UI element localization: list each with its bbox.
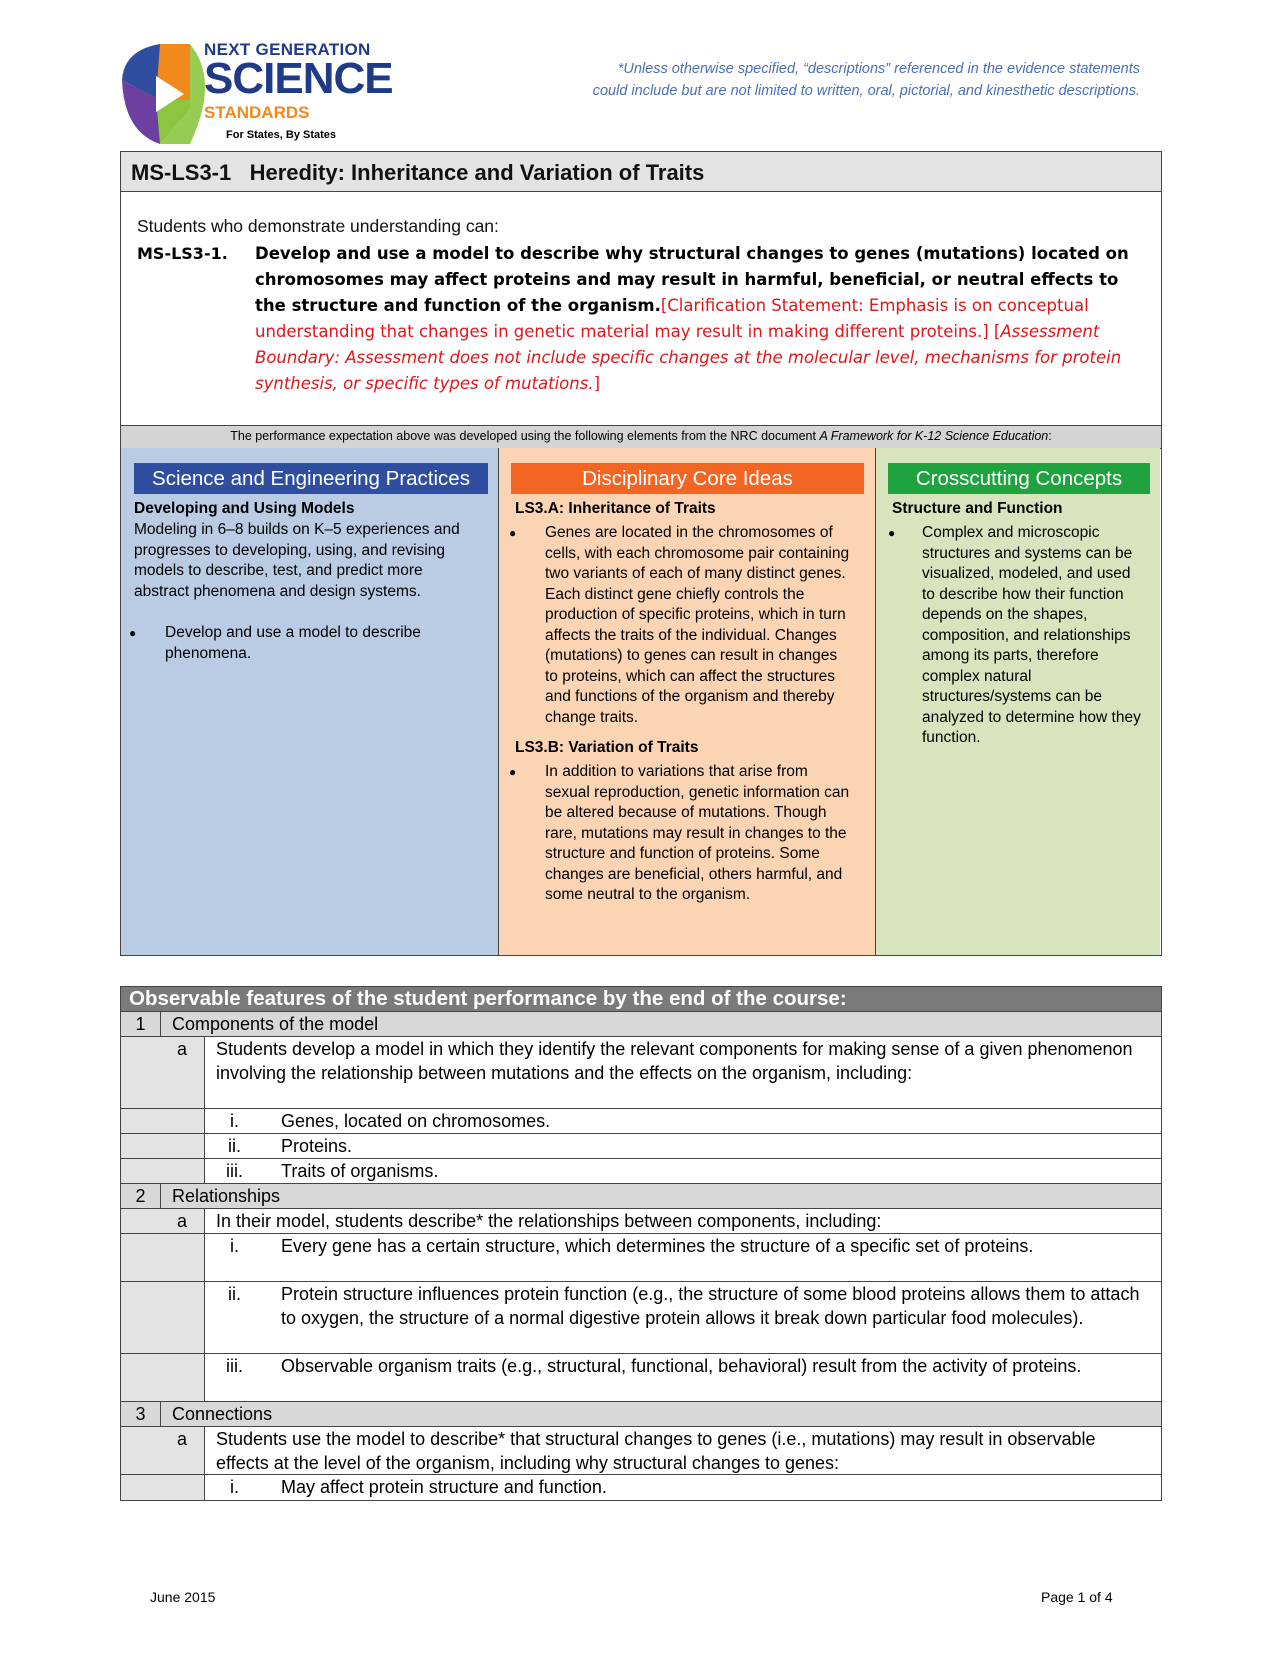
subitem-number: ii. [228,1284,241,1304]
developed-suffix: : [1048,429,1052,443]
pe-boundary-close: ] [593,374,600,393]
item-letter: a [160,1427,205,1474]
subitem-row-1ai [121,1109,1161,1134]
item-text: Students develop a model in which they identify the relevant components for making sense of a given phenomenon involving the relationship between mutations and the effects on the organism, including: [216,1039,1133,1083]
subitem-number: i. [230,1477,239,1497]
letter-gutter [160,1354,205,1401]
item-letter: a [160,1209,205,1233]
item-letter: a [160,1037,205,1108]
item-row-2a [121,1209,1161,1234]
pe-boundary-open: [ [988,322,1001,341]
section-title: Relationships [172,1186,281,1206]
item-text: Students use the model to describe* that structural changes to genes (i.e., mutations) may result in observable effects at the level of the organism, including why structural changes to genes: [216,1429,1096,1473]
footer-date: June 2015 [150,1589,216,1605]
logo-text-standards: STANDARDS [204,103,310,122]
developed-using-text [121,429,1161,443]
subitem-text: Every gene has a certain structure, which determines the structure of a specific set of proteins. [281,1236,1034,1256]
subitem-row-2ai [121,1234,1161,1282]
section-title: Components of the model [172,1014,379,1034]
observable-features-heading: Observable features of the student performance by the end of the course: [121,987,1161,1012]
logo-tagline: For States, By States [226,129,337,141]
item-text: In their model, students describe* the relationships between components, including: [216,1211,882,1231]
number-gutter [121,1354,161,1401]
ccc-header: Crosscutting Concepts [888,463,1150,494]
section-row-3 [121,1402,1161,1427]
subitem-number: i. [230,1236,239,1256]
developed-using-bar [121,425,1161,449]
ngss-logo [120,40,393,148]
ccc-column [876,448,1160,955]
sep-subhead: Developing and Using Models [134,500,355,517]
pe-intro: Students who demonstrate understanding can: [137,216,499,236]
number-gutter [121,1475,161,1500]
pe-statement-block [255,241,1135,397]
footer-page-number: Page 1 of 4 [1041,1589,1113,1605]
logo-text-next-generation: NEXT GENERATION [204,40,371,59]
sep-body: Modeling in 6–8 builds on K–5 experiences and progresses to developing, using, and revising models to describe, test, and predict more abstract phenomena and design systems. [134,521,460,600]
sep-bullet-text: Develop and use a model to describe phenomena. [165,624,421,662]
section-row-2 [121,1184,1161,1209]
ccc-bullet-dot: ● [888,526,896,540]
header-note-line2: could include but are not limited to written, oral, pictorial, and kinesthetic descriptions. [592,83,1140,99]
pe-clarification: [Clarification Statement: Emphasis is on conceptual understanding that changes in genetic material may result in making different proteins.] [255,296,1089,341]
dci-header: Disciplinary Core Ideas [511,463,864,494]
letter-gutter [160,1109,205,1133]
dci-bullet1-text: Genes are located in the chromosomes of cells, with each chromosome pair containing two variants of each of many distinct genes. Each distinct gene chiefly controls the production of specific proteins, which in turn affects the traits of the individual. Changes (mutations) to genes can result in changes to proteins, which can affect the structures and functions of the organism and thereby change traits. [545,524,850,726]
number-gutter [121,1159,161,1183]
letter-gutter [160,1282,205,1353]
number-gutter [121,1209,161,1233]
developed-doc-title: A Framework for K-12 Science Education [819,429,1049,443]
subitem-number: ii. [228,1136,241,1156]
section-number: 1 [121,1012,161,1036]
subitem-text: Protein structure influences protein function (e.g., the structure of some blood proteins allows them to attach to oxygen, the structure of a normal digestive protein allows it break down particular food molecules). [281,1284,1140,1328]
dci-bullet2-text: In addition to variations that arise from sexual reproduction, genetic information can be altered because of mutations. Though rare, mutations may result in changes to the structure and function of proteins. Some changes are beneficial, others harmful, and some neutral to the organism. [545,763,850,903]
subitem-row-2aiii [121,1354,1161,1402]
pe-assessment-boundary: Assessment Boundary: Assessment does not include specific changes at the molecular level, mechanisms for protein synthesis, or specific types of mutations. [255,322,1122,393]
number-gutter [121,1037,161,1108]
letter-gutter [160,1475,205,1500]
subitem-text: Traits of organisms. [281,1161,439,1181]
header-note-line1: *Unless otherwise specified, “descriptions” referenced in the evidence statements [617,61,1140,77]
section-number: 3 [121,1402,161,1426]
pe-statement: Develop and use a model to describe why structural changes to genes (mutations) located on chromosomes may affect proteins and may result in harmful, beneficial, or neutral effects to the structure and function of the organism. [255,244,1129,315]
ccc-bullet-text: Complex and microscopic structures and systems can be visualized, modeled, and used to describe how their function depends on the shapes, composition, and relationships among its parts, therefore complex natural structures/systems can be analyzed to determine how they function. [922,524,1141,746]
subitem-number: i. [230,1111,239,1131]
number-gutter [121,1134,161,1158]
observable-features-table [120,986,1162,1501]
section-row-1 [121,1012,1161,1037]
letter-gutter [160,1234,205,1281]
subitem-row-1aiii [121,1159,1161,1184]
subitem-row-1aii [121,1134,1161,1159]
subitem-text: May affect protein structure and function. [281,1477,607,1497]
subitem-number: iii. [226,1356,243,1376]
section-title: Connections [172,1404,273,1424]
subitem-row-3ai [121,1475,1161,1500]
letter-gutter [160,1159,205,1183]
number-gutter [121,1427,161,1474]
dci-bullet1-dot: ● [509,526,517,540]
dci-bullet2-dot: ● [509,765,517,779]
letter-gutter [160,1134,205,1158]
pe-code: MS-LS3-1. [137,244,228,263]
item-row-1a [121,1037,1161,1109]
header-note [440,58,1140,102]
subitem-row-2aii [121,1282,1161,1354]
dci-subhead-ls3a: LS3.A: Inheritance of Traits [515,500,716,517]
subitem-text: Proteins. [281,1136,353,1156]
developed-prefix: The performance expectation above was developed using the following elements from the NRC document [230,429,820,443]
sep-bullet-dot: ● [129,626,137,640]
section-number: 2 [121,1184,161,1208]
number-gutter [121,1282,161,1353]
performance-expectation-box [120,151,1162,956]
pe-title-bar [121,152,1161,192]
number-gutter [121,1109,161,1133]
number-gutter [121,1234,161,1281]
item-row-3a [121,1427,1161,1475]
logo-text-science: SCIENCE [204,54,393,103]
sep-column [121,448,499,955]
dci-subhead-ls3b: LS3.B: Variation of Traits [515,739,699,756]
subitem-text: Observable organism traits (e.g., structural, functional, behavioral) result from the activity of proteins. [281,1356,1082,1376]
ccc-subhead: Structure and Function [892,500,1063,517]
subitem-number: iii. [226,1161,243,1181]
sep-header: Science and Engineering Practices [134,463,488,494]
subitem-text: Genes, located on chromosomes. [281,1111,551,1131]
pe-title: MS-LS3-1 Heredity: Inheritance and Variation of Traits [131,160,705,185]
dci-column [499,448,876,955]
